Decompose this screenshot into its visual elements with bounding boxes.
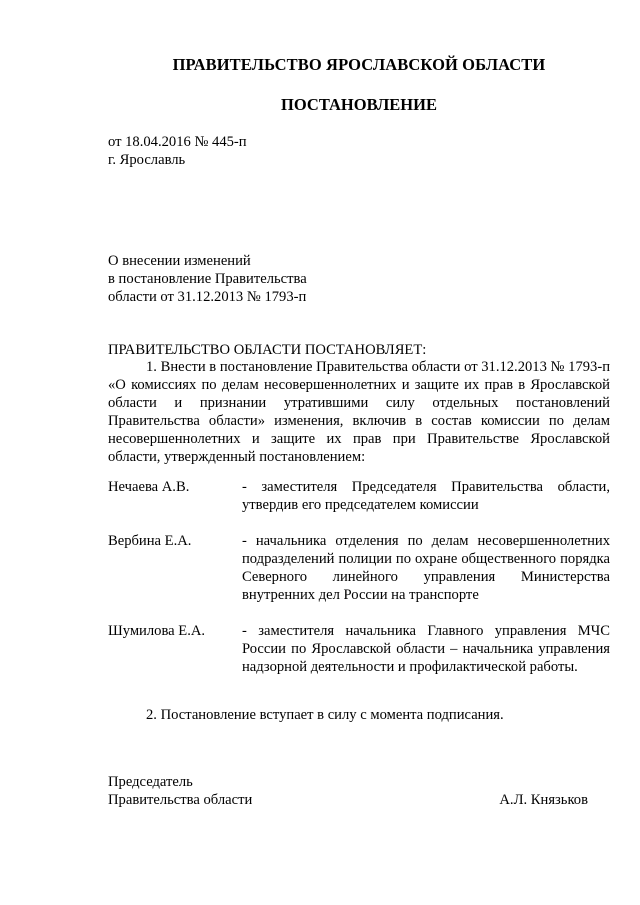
member-name: Вербина Е.А. — [108, 533, 192, 549]
signature-block — [108, 773, 610, 809]
subject-line-1: О внесении изменений — [108, 253, 251, 269]
member-row — [108, 622, 610, 676]
member-role: - заместителя Председателя Правительства области, утвердив его председателем комиссии — [242, 479, 610, 513]
member-list — [108, 478, 610, 694]
member-name: Нечаева А.В. — [108, 479, 190, 495]
document-type: ПОСТАНОВЛЕНИЕ — [281, 95, 437, 114]
member-name: Шумилова Е.А. — [108, 623, 206, 639]
signer-position-line-2: Правительства области — [108, 792, 253, 808]
signer-position-line-1: Председатель — [108, 774, 193, 790]
paragraph-1: 1. Внести в постановление Правительства области от 31.12.2013 № 1793-п «О комиссиях по делам несовершеннолетних и защите их прав в Ярославской области и признании утратившими силу отдельных постановлений Правительства области» изменения, включив в состав комиссии по делам несовершеннолетних и защите их прав при Правительстве Ярославской области, утвержденный постановлением: — [108, 359, 610, 465]
member-role: - заместителя начальника Главного управления МЧС России по Ярославской области – начальника управления надзорной деятельности и профилактической работы. — [242, 623, 610, 675]
member-row — [108, 532, 610, 604]
city: г. Ярославль — [108, 152, 186, 168]
signature-line — [108, 791, 610, 809]
paragraph-2: 2. Постановление вступает в силу с момента подписания. — [146, 707, 504, 723]
document-meta — [108, 133, 247, 169]
date-number: от 18.04.2016 № 445-п — [108, 134, 247, 150]
subject-line-2: в постановление Правительства — [108, 271, 307, 287]
organization-title: ПРАВИТЕЛЬСТВО ЯРОСЛАВСКОЙ ОБЛАСТИ — [172, 55, 546, 74]
signer-name: А.Л. Князьков — [499, 792, 588, 808]
document-subject — [108, 252, 307, 306]
member-role: - начальника отделения по делам несовершеннолетних подразделений полиции по охране общественного порядка Северного линейного управления Министерства внутренних дел России на транспорте — [242, 533, 610, 603]
decree-heading: ПРАВИТЕЛЬСТВО ОБЛАСТИ ПОСТАНОВЛЯЕТ: — [108, 342, 427, 358]
subject-line-3: области от 31.12.2013 № 1793-п — [108, 289, 307, 305]
member-row — [108, 478, 610, 514]
